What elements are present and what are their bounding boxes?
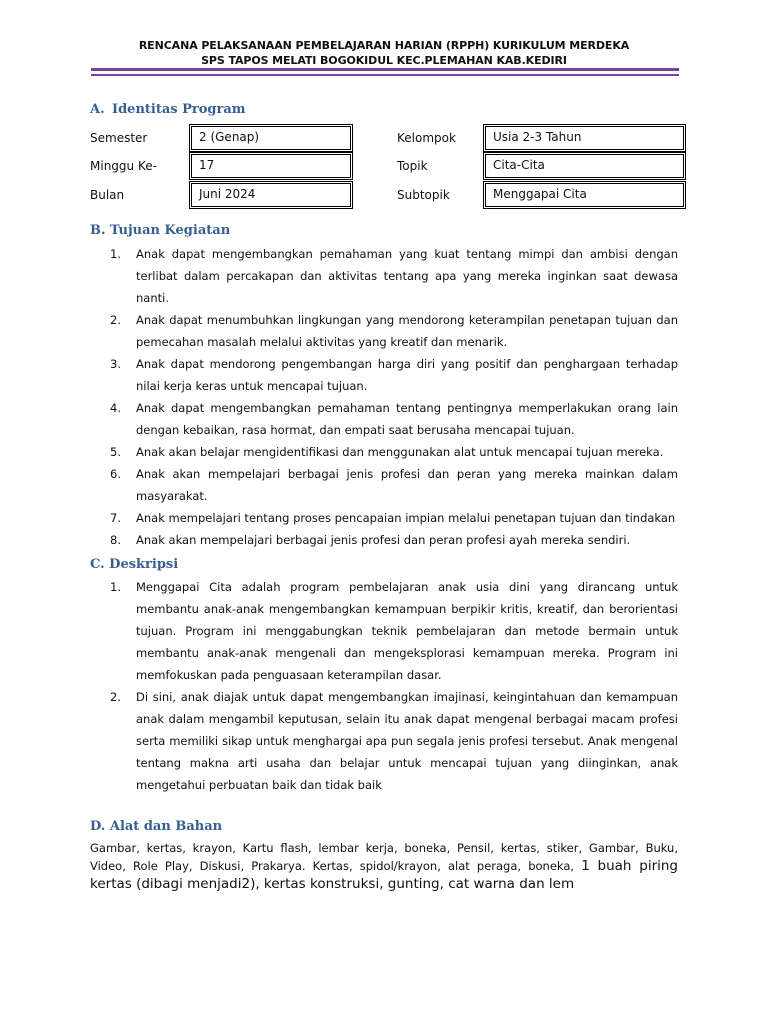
list-item-text: Anak mempelajari tentang proses pencapaian impian melalui penetapan tujuan dan tindakan (136, 511, 676, 525)
semester-label: Semester (90, 131, 148, 145)
section-d-title: D. Alat dan Bahan (90, 819, 223, 834)
document-header (0, 38, 768, 68)
list-item (110, 353, 678, 397)
list-item-text: Anak akan belajar mengidentifikasi dan menggunakan alat untuk mencapai tujuan mereka. (136, 445, 664, 459)
list-item-text: Anak akan mempelajari berbagai jenis profesi dan peran profesi ayah mereka sendiri. (136, 533, 631, 547)
topik-label: Topik (397, 159, 428, 173)
list-item (110, 529, 678, 551)
list-item (110, 309, 678, 353)
header-rule-thin (91, 74, 679, 76)
section-a-number: A. (90, 102, 105, 117)
alat-bahan-text-part2: 1 buah piring kertas (dibagi menjadi2), kertas konstruksi, gunting, cat warna dan lem (90, 858, 679, 892)
alat-bahan-text-part1: Gambar, kertas, krayon, Kartu flash, lembar kerja, boneka, Pensil, kertas, stiker, Gambar, Buku, Video, Role Play, Diskusi, Prakarya. Kertas, spidol/krayon, alat peraga, boneka, (90, 841, 678, 873)
list-item (110, 576, 678, 686)
semester-field: 2 (Genap) (191, 126, 351, 150)
list-item-text: Anak dapat mendorong pengembangan harga diri yang positif dan penghargaan terhadap nilai kerja keras untuk mencapai tujuan. (136, 357, 678, 393)
list-item-number: 4. (110, 401, 121, 415)
minggu-field: 17 (191, 154, 351, 178)
list-item-number: 2. (110, 313, 121, 327)
bulan-field: Juni 2024 (191, 183, 351, 207)
subtopik-label: Subtopik (397, 188, 450, 202)
list-item-text: Anak akan mempelajari berbagai jenis profesi dan peran yang mereka mainkan dalam masyarakat. (136, 467, 678, 503)
section-a-title-text: Identitas Program (112, 102, 246, 117)
minggu-label: Minggu Ke- (90, 159, 157, 173)
header-title-line: RENCANA PELAKSANAAN PEMBELAJARAN HARIAN (RPPH) KURIKULUM MERDEKA (138, 39, 630, 52)
section-c-title: C. Deskripsi (90, 557, 179, 572)
section-a-title (90, 102, 246, 117)
tujuan-list (110, 243, 678, 551)
list-item (110, 441, 678, 463)
alat-bahan-text (90, 839, 678, 893)
list-item (110, 243, 678, 309)
list-item-number: 8. (110, 533, 121, 547)
list-item (110, 463, 678, 507)
deskripsi-list (110, 576, 678, 796)
list-item-number: 1. (110, 247, 121, 261)
list-item-number: 3. (110, 357, 121, 371)
topik-field: Cita-Cita (485, 154, 684, 178)
list-item-number: 2. (110, 690, 121, 704)
kelompok-field: Usia 2-3 Tahun (485, 126, 684, 150)
list-item-text: Menggapai Cita adalah program pembelajaran anak usia dini yang dirancang untuk membantu anak-anak mengembangkan kemampuan berpikir kritis, kreatif, dan berorientasi tujuan. Program ini menggabungkan teknik pembelajaran dan metode bermain untuk membantu anak-anak mengenali dan mengeksplorasi kemampuan mereka. Program ini memfokuskan pada penguasaan keterampilan dasar. (136, 580, 678, 682)
header-school-line: SPS TAPOS MELATI BOGOKIDUL KEC.PLEMAHAN KAB.KEDIRI (201, 54, 567, 67)
list-item-text: Anak dapat menumbuhkan lingkungan yang mendorong keterampilan penetapan tujuan dan pemecahan masalah melalui aktivitas yang kreatif dan menarik. (136, 313, 678, 349)
list-item-text: Anak dapat mengembangkan pemahaman yang kuat tentang mimpi dan ambisi dengan terlibat dalam percakapan dan aktivitas tentang apa yang mereka inginkan saat dewasa nanti. (136, 247, 678, 305)
list-item-text: Di sini, anak diajak untuk dapat mengembangkan imajinasi, keingintahuan dan kemampuan anak dalam mengambil keputusan, selain itu anak dapat mengenal berbagai macam profesi serta memiliki sikap untuk menghargai apa pun segala jenis profesi tersebut. Anak mengenal tentang makna arti usaha dan belajar untuk mencapai tujuan yang diinginkan, anak mengetahui perbuatan baik dan tidak baik (136, 690, 678, 792)
header-rule-thick (91, 68, 679, 71)
list-item (110, 507, 678, 529)
list-item-number: 6. (110, 467, 121, 481)
list-item (110, 397, 678, 441)
section-b-title: B. Tujuan Kegiatan (90, 223, 231, 238)
subtopik-field: Menggapai Cita (485, 183, 684, 207)
list-item-number: 1. (110, 580, 121, 594)
list-item (110, 686, 678, 796)
list-item-number: 5. (110, 445, 121, 459)
list-item-number: 7. (110, 511, 121, 525)
list-item-text: Anak dapat mengembangkan pemahaman tentang pentingnya memperlakukan orang lain dengan kebaikan, rasa hormat, dan empati saat berusaha mencapai tujuan. (136, 401, 678, 437)
kelompok-label: Kelompok (397, 131, 456, 145)
bulan-label: Bulan (90, 188, 125, 202)
